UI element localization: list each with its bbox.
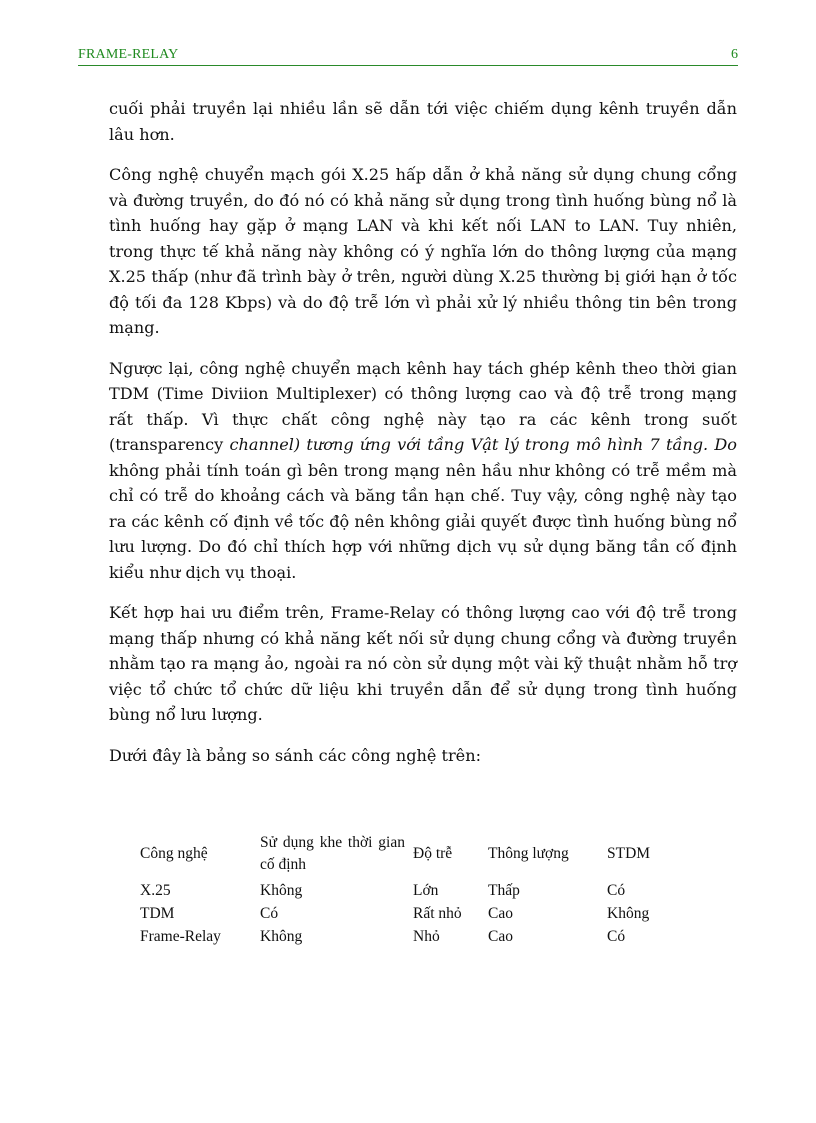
table-cell: Rất nhỏ	[413, 905, 462, 922]
document-body	[109, 96, 737, 783]
table-cell: Lớn	[413, 882, 439, 899]
table-cell: Có	[607, 928, 626, 945]
table-cell: Không	[260, 882, 303, 899]
table-row	[136, 925, 671, 948]
table-row	[136, 902, 671, 925]
paragraph-3-text-a: Ngược lại, công nghệ chuyển mạch kênh hay tách ghép kênh theo thời gian TDM (Time Diviion Multiplexer) có thông lượng cao và độ trễ trong mạng rất thấp. Vì thực chất công nghệ này tạo ra các kênh trong suốt (transparency	[109, 358, 737, 454]
table-cell: Không	[260, 928, 303, 945]
comparison-table	[136, 829, 671, 948]
paragraph-3-italic: channel) tương ứng với tầng Vật lý trong mô hình 7 tầng. Do	[229, 435, 737, 454]
paragraph-2: Công nghệ chuyển mạch gói X.25 hấp dẫn ở khả năng sử dụng chung cổng và đường truyền, do đó nó có khả năng sử dụng trong tình huống bùng nổ là tình huống hay gặp ở mạng LAN và khi kết nối LAN to LAN. Tuy nhiên, trong thực tế khả năng này không có ý nghĩa lớn do thông lượng của mạng X.25 thấp (như đã trình bày ở trên, người dùng X.25 thường bị giới hạn ở tốc độ tối đa 128 Kbps) và do độ trễ lớn vì phải xử lý nhiều thông tin bên trong mạng.	[109, 165, 737, 337]
table-header-cell: STDM	[607, 845, 651, 862]
table-header-cell: Sử dụng khe thời gian cố định	[260, 834, 405, 873]
table-cell: TDM	[140, 905, 175, 922]
page-number: 6	[731, 47, 738, 62]
page-header	[78, 47, 738, 66]
table-cell: Frame-Relay	[140, 928, 221, 945]
header-title: FRAME-RELAY	[78, 47, 179, 62]
table-cell: Cao	[488, 905, 513, 922]
table-row	[136, 879, 671, 902]
table-cell: Có	[607, 882, 626, 899]
paragraph-3	[109, 356, 737, 586]
table-header-cell: Công nghệ	[140, 845, 208, 862]
table-header-cell: Thông lượng	[488, 845, 569, 862]
table-cell: Thấp	[488, 882, 520, 899]
table-cell: Nhỏ	[413, 928, 440, 945]
table-header-row	[136, 829, 671, 879]
paragraph-4: Kết hợp hai ưu điểm trên, Frame-Relay có thông lượng cao với độ trễ trong mạng thấp nhưng có khả năng kết nối sử dụng chung cổng và đường truyền nhằm tạo ra mạng ảo, ngoài ra nó còn sử dụng một vài kỹ thuật nhằm hỗ trợ việc tổ chức tổ chức dữ liệu khi truyền dẫn để sử dụng trong tình huống bùng nổ lưu lượng.	[109, 603, 737, 724]
table-cell: Có	[260, 905, 279, 922]
paragraph-1: cuối phải truyền lại nhiều lần sẽ dẫn tới việc chiếm dụng kênh truyền dẫn lâu hơn.	[109, 99, 737, 144]
paragraph-5: Dưới đây là bảng so sánh các công nghệ trên:	[109, 745, 481, 765]
table-cell: X.25	[140, 882, 171, 899]
paragraph-3-text-b: không phải tính toán gì bên trong mạng nên hầu như không có trễ mềm mà chỉ có trễ do khoảng cách và băng tần hạn chế. Tuy vậy, công nghệ này tạo ra các kênh cố định về tốc độ nên không giải quyết được tình huống bùng nổ lưu lượng. Do đó chỉ thích hợp với những dịch vụ sử dụng băng tần cố định kiểu như dịch vụ thoại.	[109, 460, 737, 582]
table-header-cell: Độ trễ	[413, 845, 453, 862]
table-cell: Không	[607, 905, 650, 922]
table-cell: Cao	[488, 928, 513, 945]
